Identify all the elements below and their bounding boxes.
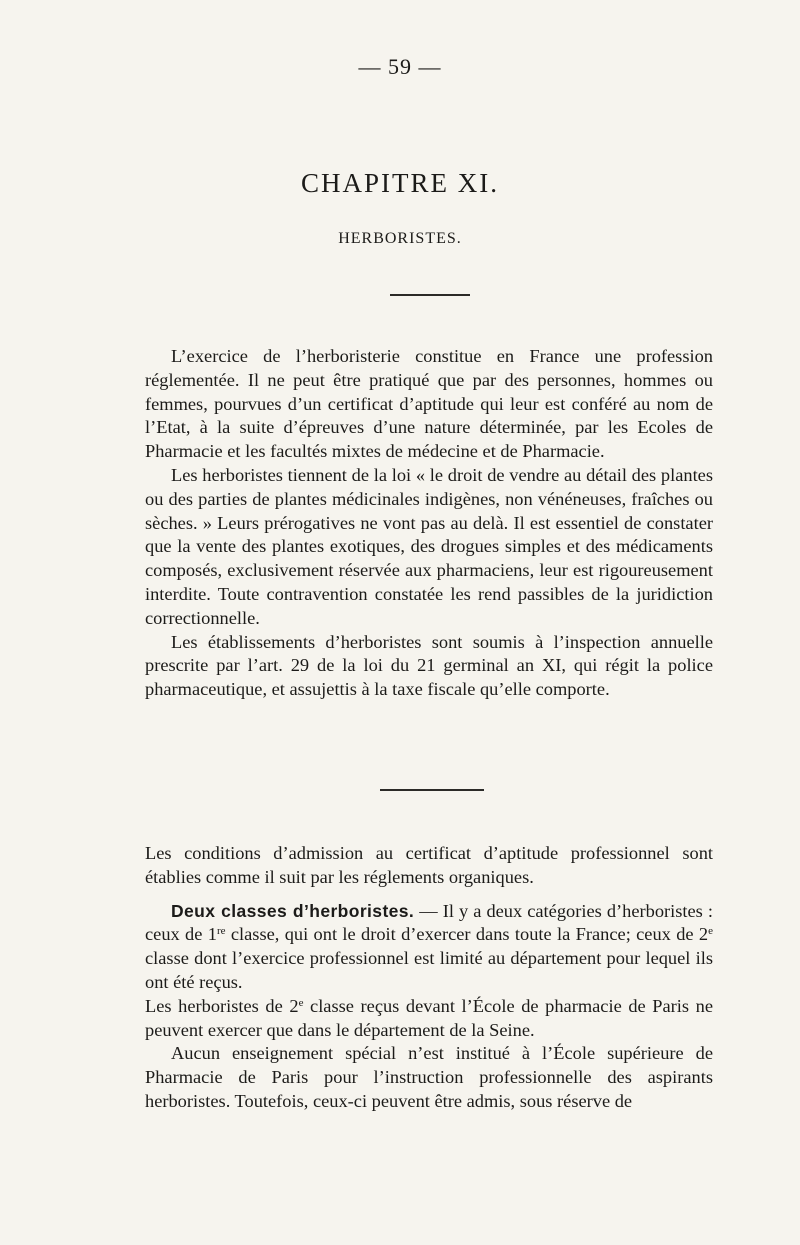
classes-text-a: Il y a deux catégories d’herboristes : ceux de 1 xyxy=(145,900,713,945)
paragraph-exercice: L’exercice de l’herboristerie constitue en France une profession réglementée. Il ne peut être pratiqué que par des personnes, hommes ou femmes, pourvues d’un certificat d’aptitude qui leur est conféré au nom de l’Etat, à la suite d’épreuves d’une nature déterminée, par les Ecoles de Pharmacie et les facultés mixtes de médecine et de Pharmacie. xyxy=(145,346,713,462)
classes-lead-heading: Deux classes d’herboristes. xyxy=(171,900,415,921)
separator-rule-middle xyxy=(380,789,484,791)
paragraph-enseignement: Aucun enseignement spécial n’est institué à l’École supérieure de Pharmacie de Paris pour l’instruction professionnelle des aspirants herboristes. Toutefois, ceux-ci peuvent être admis, sous réserve de xyxy=(145,1043,713,1111)
section-title: HERBORISTES. xyxy=(338,230,462,247)
paris-text-b: classe reçus devant l’École de pharmacie de Paris ne peuvent exercer que dans le département de la Seine. xyxy=(145,995,713,1040)
chapter-title: CHAPITRE XI. xyxy=(301,168,499,198)
page-number: — 59 — xyxy=(358,54,442,79)
classes-dash: — xyxy=(414,900,443,921)
paragraph-loi: Les herboristes tiennent de la loi « le droit de vendre au détail des plantes ou des parties de plantes médicinales indigènes, non vénéneuses, fraîches ou sèches. » Leurs prérogatives ne vont pas au delà. Il est essentiel de constater que la vente des plantes exotiques, des drogues simples et des médicaments composés, exclusivement réservée aux pharmaciens, leur est rigoureusement interdite. Toute contravention constatée les rend passibles de la juridiction correctionnelle. xyxy=(145,464,713,628)
paragraph-etablissements: Les établissements d’herboristes sont soumis à l’inspection annuelle prescrite par l’art. 29 de la loi du 21 germinal an XI, qui régit la police pharmaceutique, et assujettis à la taxe fiscale qu’elle comporte. xyxy=(145,631,713,700)
intro-text-block xyxy=(145,345,713,702)
paragraph-conditions: Les conditions d’admission au certificat d’aptitude professionnel sont établies comme il suit par les réglements organiques. xyxy=(145,843,713,887)
classes-sup-premiere: re xyxy=(216,925,226,938)
paris-sup-deuxieme: e xyxy=(298,996,304,1009)
classes-text-c: classe dont l’exercice professionnel est limité au département pour lequel ils ont été reçus. xyxy=(145,948,713,992)
separator-rule-top xyxy=(390,294,470,296)
paris-text-a: Les herboristes de 2 xyxy=(145,995,299,1016)
paragraph-classes xyxy=(145,900,713,995)
classes-sup-deuxieme: e xyxy=(708,925,713,938)
classes-text-b: classe, qui ont le droit d’exercer dans toute la France; ceux de 2 xyxy=(225,924,709,945)
paragraph-paris xyxy=(145,995,713,1043)
conditions-text-block xyxy=(145,842,713,1114)
